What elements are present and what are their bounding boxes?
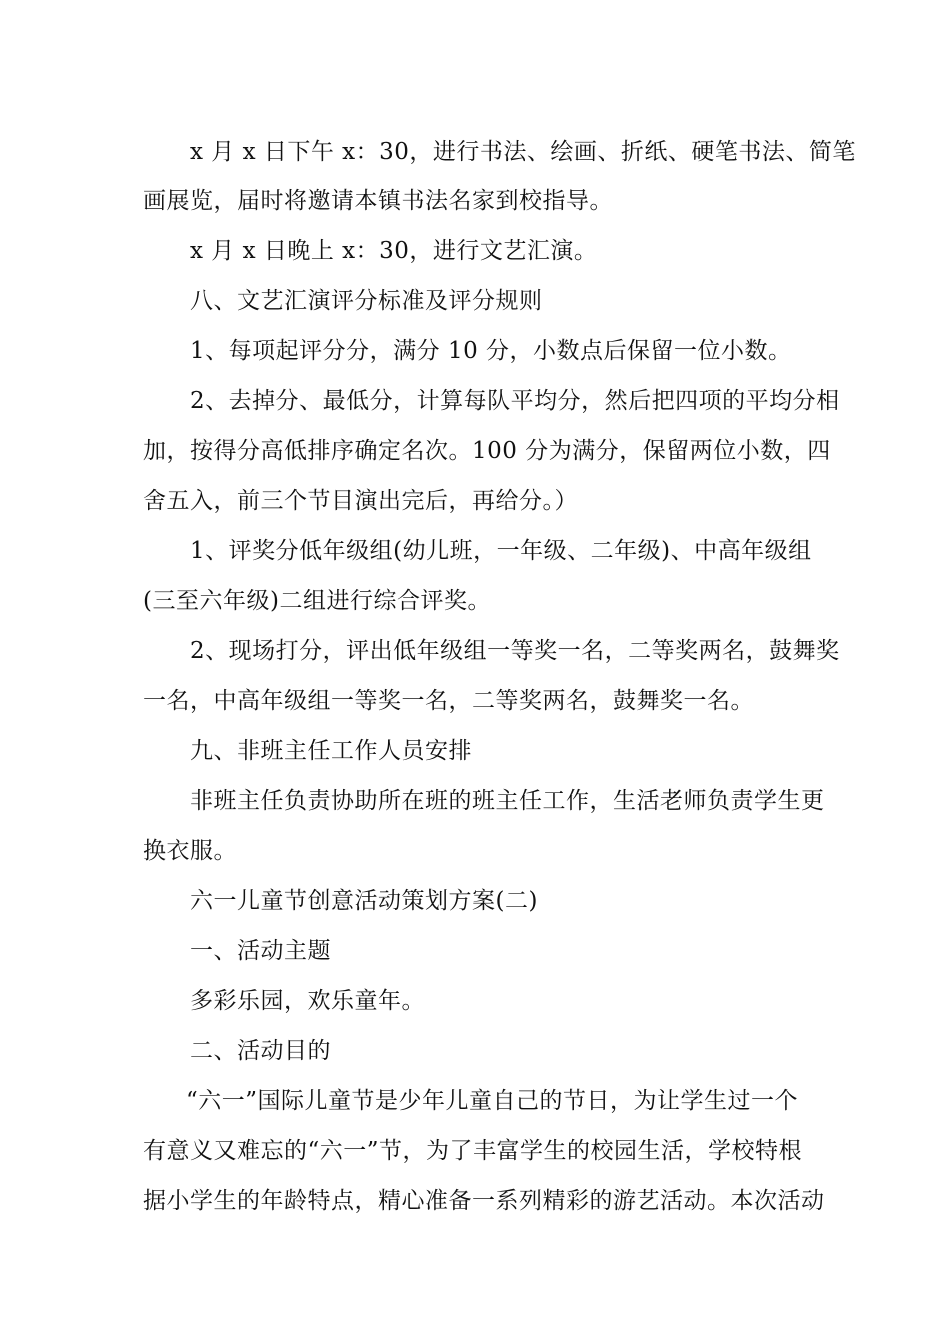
paragraph-line: 据小学生的年龄特点，精心准备一系列精彩的游艺活动。本次活动 [143, 1188, 825, 1214]
paragraph-line: x 月 x 日晚上 x：30，进行文艺汇演。 [190, 238, 598, 264]
paragraph-line: 多彩乐园，欢乐童年。 [190, 988, 425, 1014]
section-heading: 一、活动主题 [190, 938, 331, 964]
paragraph-line: x 月 x 日下午 x：30，进行书法、绘画、折纸、硬笔书法、简笔 [190, 139, 856, 165]
paragraph-line: 一名，中高年级组一等奖一名，二等奖两名，鼓舞奖一名。 [143, 688, 754, 714]
paragraph-line: 有意义又难忘的“六一”节，为了丰富学生的校园生活，学校特根 [143, 1138, 803, 1164]
paragraph-line: 画展览，届时将邀请本镇书法名家到校指导。 [143, 188, 613, 214]
section-heading: 二、活动目的 [190, 1038, 331, 1064]
paragraph-line: “六一”国际儿童节是少年儿童自己的节日，为让学生过一个 [186, 1088, 799, 1114]
paragraph-line: 2、现场打分，评出低年级组一等奖一名，二等奖两名，鼓舞奖 [190, 638, 840, 664]
section-heading: 九、非班主任工作人员安排 [190, 738, 472, 764]
paragraph-line: 加，按得分高低排序确定名次。100 分为满分，保留两位小数，四 [143, 438, 831, 464]
paragraph-line: 2、去掉分、最低分，计算每队平均分，然后把四项的平均分相 [190, 388, 840, 414]
paragraph-line: 非班主任负责协助所在班的班主任工作，生活老师负责学生更 [190, 788, 825, 814]
paragraph-line: (三至六年级)二组进行综合评奖。 [143, 588, 491, 614]
paragraph-line: 1、每项起评分分，满分 10 分，小数点后保留一位小数。 [190, 338, 792, 364]
paragraph-line: 舍五入，前三个节目演出完后，再给分。） [143, 488, 578, 514]
paragraph-line: 1、评奖分低年级组(幼儿班，一年级、二年级)、中高年级组 [190, 538, 812, 564]
document-title: 六一儿童节创意活动策划方案(二) [190, 888, 538, 914]
section-heading: 八、文艺汇演评分标准及评分规则 [190, 288, 543, 314]
paragraph-line: 换衣服。 [143, 838, 237, 864]
